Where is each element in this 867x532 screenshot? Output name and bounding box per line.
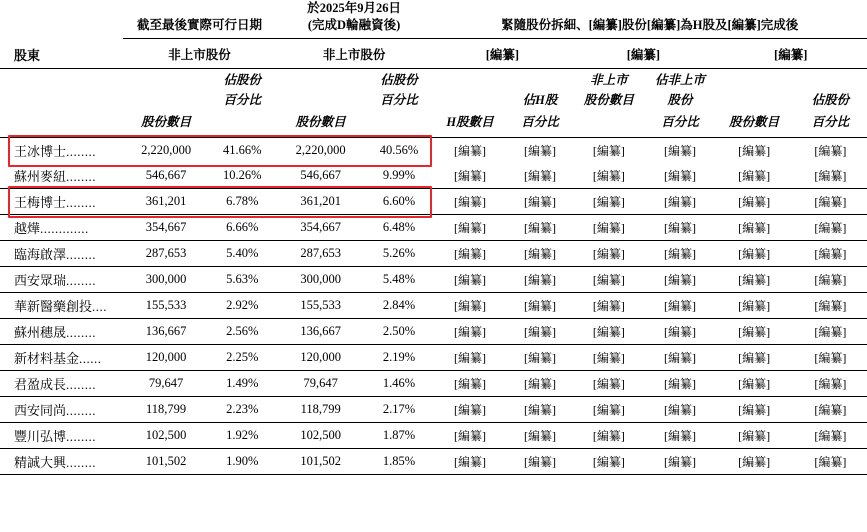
- table-row: [0, 163, 867, 189]
- shares-count-post-d: 361,201: [276, 188, 366, 214]
- redacted-total-shares: [編纂]: [714, 318, 793, 344]
- percent-post-d: 5.48%: [366, 266, 433, 292]
- redacted-h-percent: [編纂]: [508, 188, 573, 214]
- column-header-shareholder: 股東: [14, 47, 41, 63]
- group-b-subtitle: 非上市股份: [322, 47, 386, 62]
- redacted-unlisted-percent: [編纂]: [645, 188, 714, 214]
- table-row: [0, 214, 867, 240]
- redacted-unlisted-shares: [編纂]: [572, 318, 645, 344]
- percent-post-d: 1.46%: [366, 370, 433, 396]
- redacted-unlisted-shares: [編纂]: [572, 240, 645, 266]
- group-c1-col2-l1: 佔H股: [522, 92, 558, 107]
- shares-count-post-d: 118,799: [276, 396, 366, 422]
- redacted-h-shares: [編纂]: [432, 396, 507, 422]
- redacted-total-percent: [編纂]: [794, 292, 867, 318]
- shareholder-name: 君盈成長........: [0, 370, 123, 396]
- header-row-subsub-1: [0, 68, 867, 89]
- group-a-pct-label-l1: 佔股份: [223, 72, 262, 87]
- redacted-unlisted-percent: [編纂]: [645, 214, 714, 240]
- leader-dots: ........: [66, 429, 97, 445]
- percent-post-d: 2.19%: [366, 344, 433, 370]
- redacted-h-percent: [編纂]: [524, 144, 556, 159]
- spacer: [123, 0, 209, 17]
- redacted-total-shares: [編纂]: [714, 214, 793, 240]
- redacted-h-shares: [編纂]: [432, 214, 507, 240]
- redacted-h-shares: [編纂]: [432, 188, 507, 214]
- redacted-h-percent: [編纂]: [508, 214, 573, 240]
- percent-post-d: 9.99%: [366, 163, 433, 189]
- redacted-unlisted-shares: [編纂]: [572, 422, 645, 448]
- redacted-h-shares: [編纂]: [432, 422, 507, 448]
- redacted-unlisted-shares: [編纂]: [572, 188, 645, 214]
- redacted-unlisted-shares: [編纂]: [592, 144, 625, 159]
- shares-count-post-d: 287,653: [276, 240, 366, 266]
- group-a-subtitle: 非上市股份: [168, 47, 231, 62]
- spacer: [714, 68, 793, 89]
- redacted-unlisted-percent: [編纂]: [645, 344, 714, 370]
- group-c2-col2-l3: 百分比: [661, 114, 699, 129]
- spacer: [508, 68, 573, 89]
- spacer: [432, 68, 507, 89]
- redacted-total-percent: [編纂]: [794, 448, 867, 474]
- redacted-h-percent: [編纂]: [508, 370, 573, 396]
- table-row: [0, 137, 867, 163]
- shares-count-current: 287,653: [123, 240, 209, 266]
- spacer: [276, 68, 366, 89]
- redacted-total-shares: [編纂]: [714, 344, 793, 370]
- shareholder-name: 精誠大興........: [0, 448, 123, 474]
- shares-count-post-d: 354,667: [276, 214, 366, 240]
- group-b-title-line0: 於2025年9月26日: [307, 1, 401, 15]
- header-row-topline: [0, 0, 867, 17]
- percent-current: 1.90%: [209, 448, 276, 474]
- redacted-total-shares: [編纂]: [714, 448, 793, 474]
- leader-dots: .............: [40, 221, 89, 237]
- shares-count-post-d: 300,000: [276, 266, 366, 292]
- redacted-unlisted-percent: [編纂]: [645, 240, 714, 266]
- group-a-shares-label: 股份數目: [141, 114, 192, 129]
- spacer: [794, 68, 867, 89]
- table-body: [0, 137, 867, 474]
- redacted-unlisted-percent: [編纂]: [663, 144, 696, 159]
- percent-current: 2.92%: [209, 292, 276, 318]
- percent-post-d: 2.84%: [366, 292, 433, 318]
- shares-count-post-d: 120,000: [276, 344, 366, 370]
- shares-count-post-d: 79,647: [276, 370, 366, 396]
- shareholder-name: 新材料基金......: [0, 344, 123, 370]
- spacer: [0, 89, 123, 109]
- shareholder-name: 臨海啟澤........: [0, 240, 123, 266]
- redacted-unlisted-shares: [編纂]: [572, 292, 645, 318]
- group-c3-col2-l2: 百分比: [811, 114, 850, 129]
- percent-post-d: 1.87%: [366, 422, 433, 448]
- shares-count-current: 300,000: [123, 266, 209, 292]
- table-row: [0, 266, 867, 292]
- percent-post-d: 6.60%: [366, 188, 433, 214]
- shares-count-current: 120,000: [123, 344, 209, 370]
- redacted-h-shares: [編纂]: [432, 344, 507, 370]
- shares-count-post-d: 101,502: [276, 448, 366, 474]
- redacted-h-percent: [編纂]: [508, 396, 573, 422]
- shares-count-current: 136,667: [123, 318, 209, 344]
- redacted-h-shares: [編纂]: [432, 370, 507, 396]
- redacted-h-shares: [編纂]: [432, 240, 507, 266]
- redacted-h-shares: [編纂]: [454, 144, 487, 159]
- leader-dots: ......: [79, 351, 102, 367]
- shareholder-name: 王冰博士........: [14, 144, 97, 160]
- percent-post-d: 6.48%: [366, 214, 433, 240]
- redacted-total-shares: [編纂]: [714, 370, 793, 396]
- percent-current: 5.40%: [209, 240, 276, 266]
- group-c2-label: [編纂]: [626, 47, 661, 62]
- percent-post-d: 40.56%: [379, 143, 419, 158]
- redacted-total-percent: [編纂]: [794, 318, 867, 344]
- table-row: [0, 422, 867, 448]
- percent-post-d: 2.50%: [366, 318, 433, 344]
- group-a-title-line1: 截至最後實際可行日期: [136, 17, 262, 32]
- redacted-h-shares: [編纂]: [432, 292, 507, 318]
- group-c2-col2-l1: 佔非上市: [654, 72, 705, 87]
- percent-current: 10.26%: [209, 163, 276, 189]
- redacted-unlisted-shares: [編纂]: [572, 370, 645, 396]
- redacted-total-percent: [編纂]: [794, 266, 867, 292]
- leader-dots: ........: [66, 377, 97, 393]
- spacer: [0, 0, 123, 17]
- redacted-unlisted-percent: [編纂]: [645, 318, 714, 344]
- shares-count-current: 361,201: [123, 188, 209, 214]
- redacted-total-shares: [編纂]: [738, 144, 771, 159]
- group-c2-col1-l1: 非上市: [590, 72, 628, 87]
- redacted-total-shares: [編纂]: [714, 188, 793, 214]
- spacer: [432, 0, 867, 17]
- redacted-total-shares: [編纂]: [714, 163, 793, 189]
- leader-dots: ....: [92, 299, 108, 315]
- percent-current: 1.49%: [209, 370, 276, 396]
- table-row: [0, 188, 867, 214]
- leader-dots: ........: [66, 144, 97, 160]
- shareholder-name: 越燁.............: [0, 214, 123, 240]
- redacted-h-shares: [編纂]: [432, 163, 507, 189]
- redacted-total-percent: [編纂]: [794, 344, 867, 370]
- redacted-unlisted-shares: [編纂]: [572, 396, 645, 422]
- redacted-total-percent: [編纂]: [794, 188, 867, 214]
- redacted-unlisted-percent: [編纂]: [645, 163, 714, 189]
- shareholder-name: 西安同尚........: [0, 396, 123, 422]
- group-c2-col2-l2: 股份: [667, 92, 693, 107]
- shareholder-name: 蘇州穗晟........: [0, 318, 123, 344]
- percent-current: 6.66%: [209, 214, 276, 240]
- redacted-h-shares: [編纂]: [432, 448, 507, 474]
- percent-post-d: 5.26%: [366, 240, 433, 266]
- spacer: [123, 68, 209, 89]
- redacted-h-percent: [編纂]: [508, 344, 573, 370]
- shares-count-current: 2,220,000: [141, 143, 192, 158]
- percent-current: 41.66%: [223, 143, 262, 158]
- percent-current: 2.23%: [209, 396, 276, 422]
- redacted-unlisted-percent: [編纂]: [645, 422, 714, 448]
- table-row: [0, 240, 867, 266]
- percent-current: 5.63%: [209, 266, 276, 292]
- redacted-h-percent: [編纂]: [508, 266, 573, 292]
- group-c1-col1-l2: H股數目: [446, 114, 494, 129]
- spacer: [209, 0, 276, 17]
- redacted-h-shares: [編纂]: [432, 318, 507, 344]
- shares-count-post-d: 155,533: [276, 292, 366, 318]
- leader-dots: ........: [66, 403, 97, 419]
- shares-count-current: 546,667: [123, 163, 209, 189]
- shareholder-name: 西安眾瑞........: [0, 266, 123, 292]
- redacted-unlisted-shares: [編纂]: [572, 214, 645, 240]
- redacted-total-percent: [編纂]: [794, 396, 867, 422]
- percent-post-d: 1.85%: [366, 448, 433, 474]
- spacer: [123, 89, 209, 109]
- leader-dots: ........: [66, 325, 97, 341]
- leader-dots: ........: [66, 273, 97, 289]
- group-c3-col2-l1: 佔股份: [811, 92, 850, 107]
- redacted-total-percent: [編纂]: [814, 144, 847, 159]
- redacted-unlisted-shares: [編纂]: [572, 266, 645, 292]
- spacer: [276, 89, 366, 109]
- table-row: [0, 448, 867, 474]
- shares-count-current: 79,647: [123, 370, 209, 396]
- redacted-total-percent: [編纂]: [794, 163, 867, 189]
- redacted-h-percent: [編纂]: [508, 292, 573, 318]
- redacted-total-percent: [編纂]: [794, 214, 867, 240]
- shares-count-current: 155,533: [123, 292, 209, 318]
- redacted-unlisted-shares: [編纂]: [572, 448, 645, 474]
- spacer: [432, 89, 507, 109]
- percent-current: 1.92%: [209, 422, 276, 448]
- table-row: [0, 292, 867, 318]
- shareholder-name: 華新醫藥創投....: [0, 292, 123, 318]
- shares-count-current: 101,502: [123, 448, 209, 474]
- leader-dots: ........: [66, 169, 97, 185]
- redacted-h-percent: [編纂]: [508, 163, 573, 189]
- table-row: [0, 344, 867, 370]
- spacer: [0, 109, 123, 131]
- group-b-title-line1: (完成D輪融資後): [307, 17, 401, 32]
- header-row-subsub-3: [0, 109, 867, 131]
- header-row-subsub-2: [0, 89, 867, 109]
- redacted-total-shares: [編纂]: [714, 266, 793, 292]
- group-b-pct-label-l2: 百分比: [380, 92, 418, 107]
- percent-current: 6.78%: [209, 188, 276, 214]
- shares-count-post-d: 2,220,000: [295, 143, 346, 158]
- redacted-h-percent: [編纂]: [508, 422, 573, 448]
- spacer: [0, 68, 123, 89]
- shareholder-name: 豐川弘博........: [0, 422, 123, 448]
- redacted-total-shares: [編纂]: [714, 422, 793, 448]
- redacted-unlisted-percent: [編纂]: [645, 448, 714, 474]
- group-c1-label: [編纂]: [485, 47, 520, 62]
- group-c1-col2-l2: 百分比: [521, 114, 559, 129]
- header-row-titles: [0, 17, 867, 34]
- percent-post-d: 2.17%: [366, 396, 433, 422]
- percent-current: 2.56%: [209, 318, 276, 344]
- group-c2-col1-l2: 股份數目: [583, 92, 634, 107]
- group-b-pct-label-l1: 佔股份: [380, 72, 418, 87]
- header-row-subtitles: [0, 39, 867, 64]
- leader-dots: ........: [66, 455, 97, 471]
- table-row: [0, 370, 867, 396]
- redacted-unlisted-percent: [編纂]: [645, 396, 714, 422]
- shareholder-name: 王梅博士........: [0, 188, 123, 214]
- group-c3-label: [編纂]: [774, 47, 808, 62]
- redacted-h-percent: [編纂]: [508, 318, 573, 344]
- spacer: [0, 17, 123, 34]
- redacted-total-shares: [編纂]: [714, 396, 793, 422]
- redacted-h-percent: [編纂]: [508, 448, 573, 474]
- spacer: [714, 89, 793, 109]
- table-row: [0, 396, 867, 422]
- shares-count-post-d: 102,500: [276, 422, 366, 448]
- shareholder-name: 蘇州麥紐........: [0, 163, 123, 189]
- shares-count-post-d: 136,667: [276, 318, 366, 344]
- redacted-h-shares: [編纂]: [432, 266, 507, 292]
- redacted-total-percent: [編纂]: [794, 240, 867, 266]
- group-a-pct-label-l2: 百分比: [223, 92, 262, 107]
- leader-dots: ........: [66, 247, 97, 263]
- redacted-total-shares: [編纂]: [714, 240, 793, 266]
- redacted-unlisted-shares: [編纂]: [572, 344, 645, 370]
- table-row: [0, 318, 867, 344]
- redacted-unlisted-percent: [編纂]: [645, 370, 714, 396]
- shares-count-current: 354,667: [123, 214, 209, 240]
- group-c-title: 緊隨股份拆細、[編纂]股份[編纂]為H股及[編纂]完成後: [501, 17, 799, 32]
- redacted-unlisted-percent: [編纂]: [645, 266, 714, 292]
- redacted-h-percent: [編纂]: [508, 240, 573, 266]
- group-c3-col1-l2: 股份數目: [729, 114, 780, 129]
- shares-count-post-d: 546,667: [276, 163, 366, 189]
- redacted-total-percent: [編纂]: [794, 422, 867, 448]
- shares-count-current: 102,500: [123, 422, 209, 448]
- redacted-total-shares: [編纂]: [714, 292, 793, 318]
- leader-dots: ........: [66, 195, 97, 211]
- percent-current: 2.25%: [209, 344, 276, 370]
- shares-count-current: 118,799: [123, 396, 209, 422]
- group-b-shares-label: 股份數目: [295, 114, 346, 129]
- redacted-total-percent: [編纂]: [794, 370, 867, 396]
- redacted-unlisted-shares: [編纂]: [572, 163, 645, 189]
- redacted-unlisted-percent: [編纂]: [645, 292, 714, 318]
